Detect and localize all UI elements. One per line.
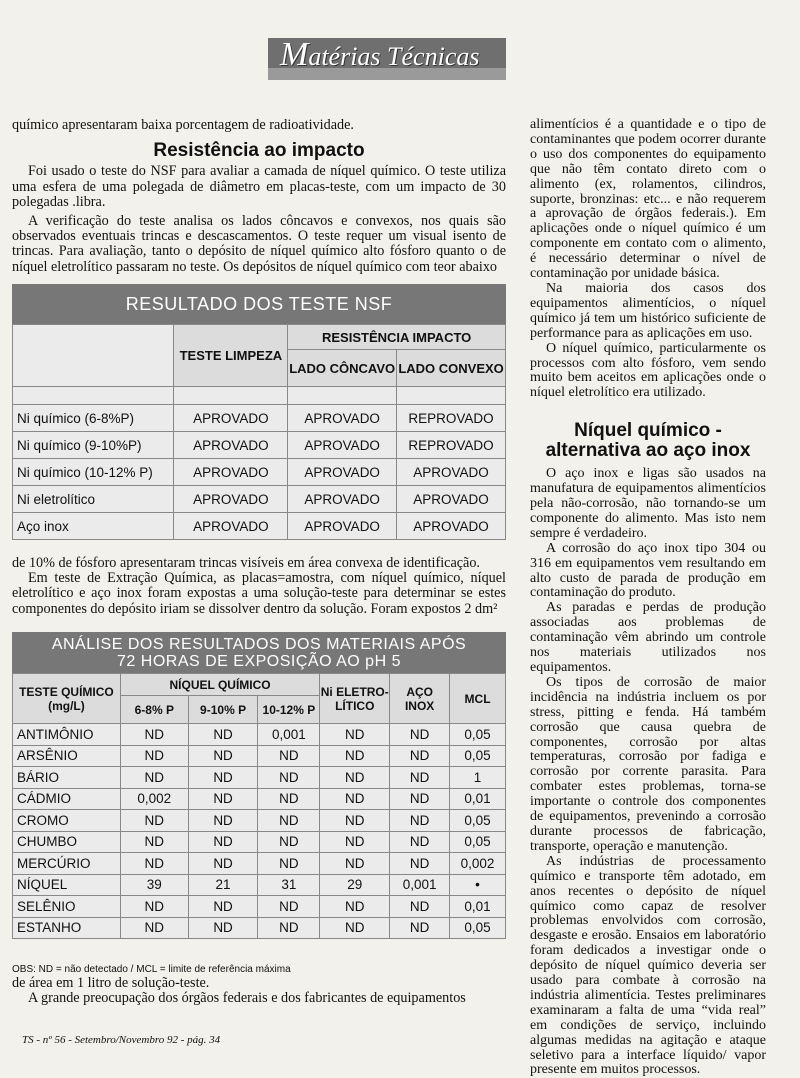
- heading-line: alternativa ao aço inox: [545, 440, 751, 462]
- table-cell: 0,002: [450, 853, 506, 875]
- table-cell: ND: [120, 896, 188, 918]
- table-cell: APROVADO: [288, 405, 397, 432]
- table-cell: ND: [120, 810, 188, 832]
- paragraph: A corrosão do aço inox tipo 304 ou 316 em equipamentos vem resultando em alto custo de parada de produção em contaminação do produto.: [530, 540, 766, 601]
- table-cell: ND: [258, 810, 320, 832]
- table-row: [13, 459, 506, 486]
- table-cell: 0,002: [120, 788, 188, 810]
- table-row: [13, 745, 506, 767]
- table-cell: 0,05: [450, 745, 506, 767]
- table-cell: ND: [188, 745, 258, 767]
- paragraph: alimentícios é a quantidade e o tipo de contaminantes que podem ocorrer durante o uso dos componentes do equipamento que não têm contato direto com o alimento (ex, rolamentos, cilindros, suporte, bronzinas: etc... e não requerem a aprovação de órgãos federais.). Em aplicações onde o níquel químico é um componente em contato com o alimento, é necessário determinar o nível de contaminação por unidade básica.: [530, 117, 766, 282]
- table-cell: APROVADO: [174, 405, 288, 432]
- table-header: 6-8% P: [120, 696, 188, 724]
- table-cell: ND: [120, 724, 188, 746]
- table-cell: APROVADO: [174, 513, 288, 540]
- table-cell: ND: [320, 896, 390, 918]
- table-cell: ND: [120, 767, 188, 789]
- section-title: [280, 36, 479, 74]
- paragraph: Foi usado o teste do NSF para avaliar a camada de níquel químico. O teste utiliza uma esfera de uma polegada de diâmetro em placas-teste, com um impacto de 30 polegadas .libra.: [12, 163, 506, 210]
- table-cell: 31: [258, 874, 320, 896]
- table-cell: ND: [390, 917, 450, 939]
- table-cell: ND: [188, 788, 258, 810]
- table-cell: ND: [120, 745, 188, 767]
- left-column-bottom: [12, 976, 506, 1006]
- table-cell: APROVADO: [174, 459, 288, 486]
- table-cell: 0,001: [258, 724, 320, 746]
- table-cell: ND: [258, 831, 320, 853]
- heading-resistencia: Resistência ao impacto: [153, 140, 365, 162]
- table-cell: ND: [390, 810, 450, 832]
- table-cell: 0,05: [450, 831, 506, 853]
- paragraph: As indústrias de processamento químico e transporte têm adotado, em anos recentes o depósito de níquel químico como capaz de resolver problemas envolvidos com corrosão, desgaste e erosão. Ensaios em laboratório foram dedicados a investigar onde o depósito de níquel químico deveria ser usado para combate à corrosão na indústria alimentícia. Testes preliminares examinaram a falta de uma “vida real” em condições de serviço, incluindo algumas medidas na agitação e ataque seletivo para a interface líquido/ vapor presente em muitos processos.: [530, 853, 766, 1078]
- nsf-table: [12, 324, 506, 540]
- paragraph: Em teste de Extração Química, as placas=amostra, com níquel químico, níquel eletrolítico e aço inox foram expostas a uma solução-teste para determinar se estes componentes do depósito iriam se dissolver dentro da solução. Foram expostos 2 dm²: [12, 570, 506, 617]
- table-cell: 0,05: [450, 810, 506, 832]
- row-label: CÁDMIO: [13, 788, 121, 810]
- row-label: Ni eletrolítico: [13, 486, 174, 513]
- analysis-table: [12, 632, 506, 939]
- table-cell: ND: [320, 810, 390, 832]
- row-label: ESTANHO: [13, 917, 121, 939]
- section-title-rest: atérias Técnicas: [308, 42, 480, 71]
- table-header: MCL: [450, 674, 506, 724]
- table-cell: ND: [390, 724, 450, 746]
- table-header: TESTE LIMPEZA: [174, 325, 288, 387]
- table-header: TESTE QUÍMICO (mg/L): [13, 674, 121, 724]
- table-title: RESULTADO DOS TESTE NSF: [12, 284, 506, 324]
- table-cell: ND: [320, 853, 390, 875]
- table-title-line: ANÁLISE DOS RESULTADOS DOS MATERIAIS APÓS: [51, 636, 467, 653]
- table-cell: APROVADO: [397, 459, 506, 486]
- page-footer: TS - nº 56 - Setembro/Novembro 92 - pág. 34: [22, 1034, 221, 1046]
- table-cell: ND: [390, 745, 450, 767]
- table-cell: ND: [188, 810, 258, 832]
- row-label: NÍQUEL: [13, 874, 121, 896]
- table-cell: APROVADO: [288, 486, 397, 513]
- analysis-data-table: [12, 673, 506, 939]
- table-cell: ND: [188, 831, 258, 853]
- heading-niquel-quimico: [530, 421, 766, 461]
- paragraph: As paradas e perdas de produção associadas aos problemas de contaminação vêm abrindo um controle nos materiais utilizados nos equipamentos.: [530, 600, 766, 675]
- table-cell: ND: [258, 917, 320, 939]
- table-cell: 29: [320, 874, 390, 896]
- row-label: MERCÚRIO: [13, 853, 121, 875]
- table-cell: 0,01: [450, 896, 506, 918]
- table-cell: APROVADO: [397, 486, 506, 513]
- table-cell: 21: [188, 874, 258, 896]
- table-row: [13, 874, 506, 896]
- table-cell: ND: [188, 724, 258, 746]
- table-cell: ND: [320, 788, 390, 810]
- table-cell: ND: [188, 853, 258, 875]
- table-row: [13, 724, 506, 746]
- row-label: ARSÊNIO: [13, 745, 121, 767]
- table-header: AÇO INOX: [390, 674, 450, 724]
- table-cell: ND: [120, 853, 188, 875]
- table-cell: 0,01: [450, 788, 506, 810]
- table-cell: ND: [320, 767, 390, 789]
- table-row: [13, 853, 506, 875]
- table-cell: ND: [320, 917, 390, 939]
- table-cell: ND: [390, 767, 450, 789]
- table-cell: ND: [120, 917, 188, 939]
- table-row: [13, 831, 506, 853]
- table-row: [13, 513, 506, 540]
- table-cell: APROVADO: [288, 513, 397, 540]
- table-title-line: 72 HORAS DE EXPOSIÇÃO AO pH 5: [117, 653, 401, 670]
- table-cell: ND: [258, 853, 320, 875]
- heading-line: Níquel químico -: [574, 420, 722, 442]
- table-cell: ND: [120, 831, 188, 853]
- paragraph: de área em 1 litro de solução-teste.: [12, 975, 210, 991]
- row-label: ANTIMÔNIO: [13, 724, 121, 746]
- table-cell: APROVADO: [397, 513, 506, 540]
- table-cell: ND: [390, 788, 450, 810]
- table-body: [13, 405, 506, 540]
- table-cell: ND: [390, 896, 450, 918]
- table-header: 9-10% P: [188, 696, 258, 724]
- row-label: BÁRIO: [13, 767, 121, 789]
- table-cell: ND: [390, 831, 450, 853]
- table-cell: ND: [188, 767, 258, 789]
- table-cell: ND: [390, 853, 450, 875]
- table-cell: •: [450, 874, 506, 896]
- table-cell: ND: [258, 788, 320, 810]
- paragraph: A grande preocupação dos órgãos federais e dos fabricantes de equipamentos: [28, 990, 466, 1007]
- table-row: [13, 767, 506, 789]
- table-cell: APROVADO: [174, 486, 288, 513]
- row-label: SELÊNIO: [13, 896, 121, 918]
- table-note: OBS: ND = não detectado / MCL = limite de referência máxima: [12, 964, 291, 975]
- table-title: [12, 632, 506, 673]
- table-header: RESISTÊNCIA IMPACTO: [288, 325, 506, 350]
- nsf-results-table: [12, 284, 506, 540]
- row-label: Ni químico (10-12% P): [13, 459, 174, 486]
- table-header: 10-12% P: [258, 696, 320, 724]
- table-header: LADO CÔNCAVO: [288, 350, 397, 387]
- row-label: Ni químico (6-8%P): [13, 405, 174, 432]
- paragraph: Os tipos de corrosão de maior incidência na indústria incluem os por stress, pitting e fenda. Há também corrosão que causa quebra de componentes, corrosão por altas temperaturas, corrosão por fadiga e corrosão por corrente parasita. Para combater estes problemas, torna-se importante o controle dos componentes de equipamentos, prevenindo a corrosão durante processos de fabricação, transporte, operação e manutenção.: [530, 674, 766, 854]
- table-cell: 0,001: [390, 874, 450, 896]
- table-cell: APROVADO: [288, 459, 397, 486]
- table-row: [13, 486, 506, 513]
- table-row: [13, 432, 506, 459]
- left-column-middle: [12, 556, 506, 617]
- table-row: [13, 896, 506, 918]
- table-header: NÍQUEL QUÍMICO: [120, 674, 319, 696]
- table-cell: REPROVADO: [397, 405, 506, 432]
- paragraph: A verificação do teste analisa os lados côncavos e convexos, nos quais são observados eventuais trincas e descascamentos. O teste requer um visual isento de trincas. Para avaliação, tanto o depósito de níquel químico alto fósforo quanto o de níquel eletrolítico passaram no teste. Os depósitos de níquel químico com teor abaixo: [12, 213, 506, 275]
- table-cell: ND: [320, 724, 390, 746]
- row-label: CHUMBO: [13, 831, 121, 853]
- table-cell: 0,05: [450, 724, 506, 746]
- paragraph: O níquel químico, particularmente os processos com alto fósforo, vem sendo muito bem aceitos em aplicações onde o níquel eletrolítico era utilizado.: [530, 340, 766, 401]
- row-label: CROMO: [13, 810, 121, 832]
- table-cell: ND: [258, 896, 320, 918]
- section-title-initial: M: [280, 36, 309, 73]
- table-body: [13, 724, 506, 939]
- row-label: Aço inox: [13, 513, 174, 540]
- table-cell: 39: [120, 874, 188, 896]
- table-row: [13, 405, 506, 432]
- table-cell: APROVADO: [174, 432, 288, 459]
- table-header: Ni ELETRO-LÍTICO: [320, 674, 390, 724]
- intro-text: químico apresentaram baixa porcentagem de radioatividade.: [12, 117, 354, 133]
- paragraph: Na maioria dos casos dos equipamentos alimentícios, o níquel químico já tem um histórico suficiente de performance para as aplicações em uso.: [530, 280, 766, 341]
- table-row: [13, 788, 506, 810]
- table-row: [13, 917, 506, 939]
- table-cell: ND: [320, 831, 390, 853]
- table-cell: ND: [188, 896, 258, 918]
- table-row: [13, 810, 506, 832]
- paragraph: de 10% de fósforo apresentaram trincas visíveis em área convexa de identificação.: [12, 555, 480, 571]
- right-column: [530, 118, 766, 1078]
- table-cell: 0,05: [450, 917, 506, 939]
- table-cell: 1: [450, 767, 506, 789]
- table-header-empty: [13, 325, 174, 387]
- table-header: LADO CONVEXO: [397, 350, 506, 387]
- table-cell: ND: [320, 745, 390, 767]
- table-cell: ND: [188, 917, 258, 939]
- row-label: Ni químico (9-10%P): [13, 432, 174, 459]
- table-cell: APROVADO: [288, 432, 397, 459]
- table-cell: ND: [258, 745, 320, 767]
- table-cell: ND: [258, 767, 320, 789]
- left-column-top: [12, 118, 506, 275]
- paragraph: O aço inox e ligas são usados na manufatura de equipamentos alimentícios pela não-corrosão, não tornando-se um componente do alimento. Mas isto nem sempre é verdadeiro.: [530, 466, 766, 541]
- table-cell: REPROVADO: [397, 432, 506, 459]
